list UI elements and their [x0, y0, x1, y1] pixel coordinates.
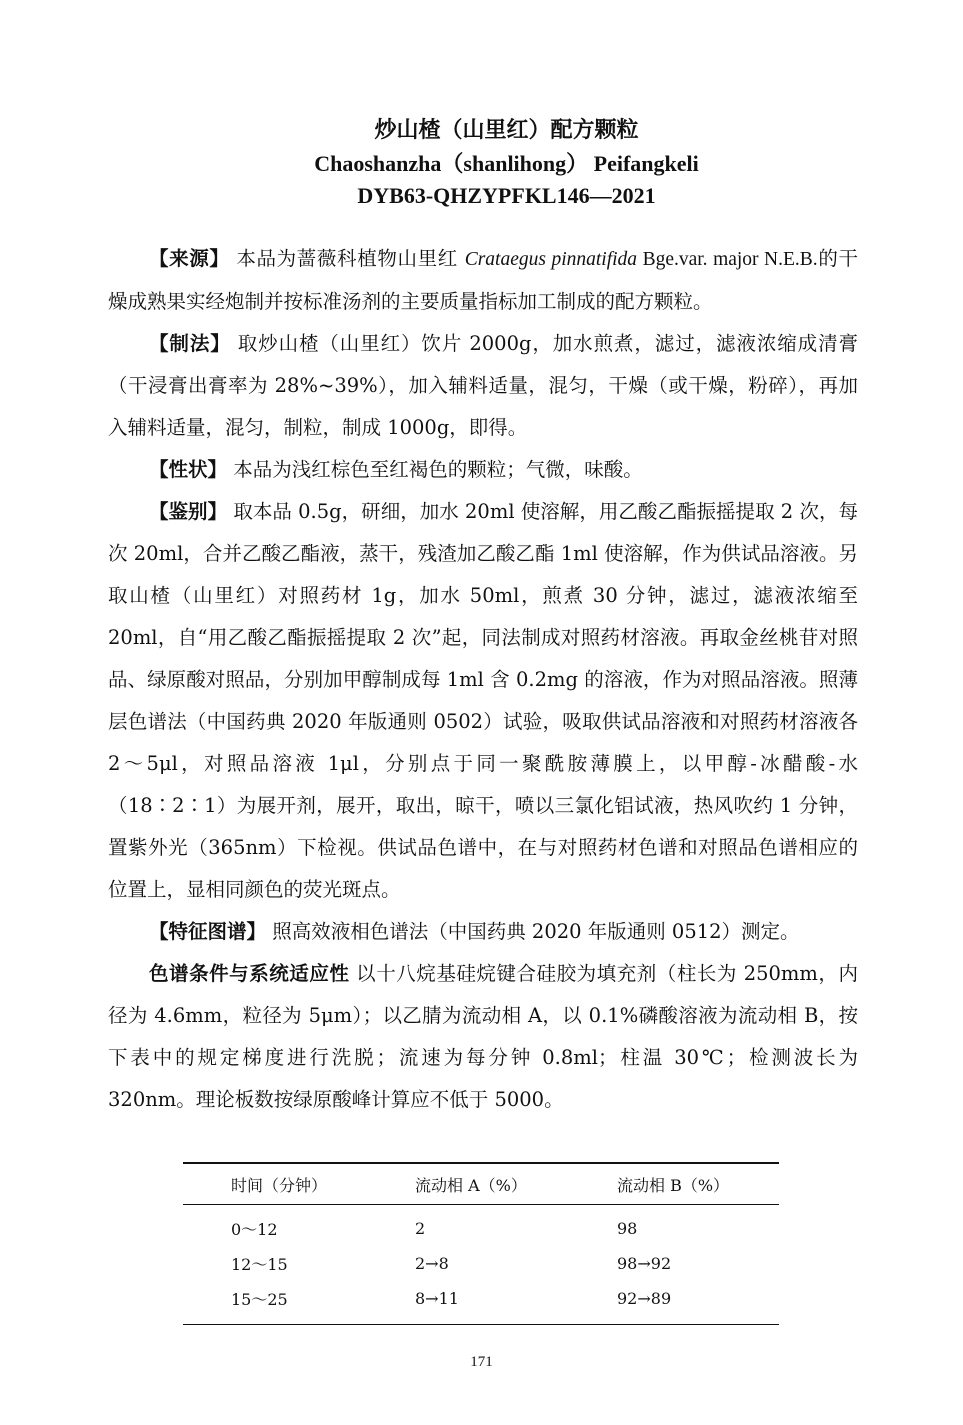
source-text-after: 的干燥成熟果实经炮制并按标准汤剂的主要质量指标加工制成的配方颗粒。: [108, 247, 858, 313]
source-paragraph: [108, 238, 858, 323]
title-chinese: 炒山楂（山里红）配方颗粒: [374, 118, 639, 143]
cell-phase-b: 92→89: [617, 1281, 779, 1325]
page-number: 171: [470, 1354, 493, 1370]
table-row: [183, 1281, 779, 1325]
cell-phase-a: 8→11: [415, 1281, 617, 1325]
standard-code: DYB63-QHZYPFKL146—2021: [357, 183, 656, 208]
source-text-before: 本品为蔷薇科植物山里红: [229, 247, 465, 270]
method-paragraph: [108, 323, 858, 449]
fingerprint-label: 【特征图谱】: [149, 920, 267, 943]
table-header-row: [183, 1163, 779, 1205]
source-label: 【来源】: [149, 247, 230, 270]
cell-phase-a: 2: [415, 1219, 426, 1238]
title-pinyin: Chaoshanzha（shanlihong） Peifangkeli: [314, 151, 699, 176]
method-label: 【制法】: [149, 332, 231, 355]
cell-phase-a: 2→8: [415, 1254, 449, 1273]
cell-time: 0～12: [231, 1220, 278, 1239]
latin-variety-name: Bge.var. major N.E.B.: [637, 249, 818, 270]
cell-phase-b: 98→92: [617, 1254, 672, 1273]
body-text: [108, 238, 858, 1121]
header-mobile-phase-a: 流动相 A（%）: [415, 1163, 617, 1205]
method-text: 取炒山楂（山里红）饮片 2000g，加水煎煮，滤过，滤液浓缩成清膏（干浸膏出膏率为 28%~39%），加入辅料适量，混匀，干燥（或干燥，粉碎），再加入辅料适量，混匀，制粒，制成 1000g，即得。: [108, 332, 858, 439]
fingerprint-text: 照高效液相色谱法（中国药典 2020 年版通则 0512）测定。: [266, 920, 800, 943]
identification-label: 【鉴别】: [149, 500, 228, 523]
header-mobile-phase-b: 流动相 B（%）: [617, 1163, 779, 1205]
latin-species-name: Crataegus pinnatifida: [464, 249, 638, 270]
cell-phase-b: 98: [617, 1219, 638, 1238]
table-row: [183, 1205, 779, 1247]
title-block: [0, 114, 963, 212]
properties-text: 本品为浅红棕色至红褐色的颗粒；气微，味酸。: [227, 458, 643, 481]
gradient-table: [183, 1162, 779, 1325]
table-row: [183, 1246, 779, 1281]
cell-time: 15～25: [183, 1281, 415, 1325]
chromatography-paragraph: [108, 953, 858, 1121]
cell-time: 12～15: [231, 1255, 288, 1274]
header-time: 时间（分钟）: [183, 1163, 415, 1205]
properties-label: 【性状】: [149, 458, 228, 481]
identification-paragraph: [108, 491, 858, 911]
properties-paragraph: [108, 449, 858, 491]
chromatography-text: 以十八烷基硅烷键合硅胶为填充剂（柱长为 250mm，内径为 4.6mm，粒径为 5μm）；以乙腈为流动相 A，以 0.1%磷酸溶液为流动相 B，按下表中的规定梯度进行洗脱；流速为每分钟 0.8ml；柱温 30℃；检测波长为 320nm。理论板数按绿原酸峰计算应不低于 5000。: [108, 962, 858, 1111]
gradient-table-container: [183, 1162, 779, 1325]
fingerprint-paragraph: [108, 911, 858, 953]
chromatography-label: 色谱条件与系统适应性: [149, 962, 350, 985]
identification-text: 取本品 0.5g，研细，加水 20ml 使溶解，用乙酸乙酯振摇提取 2 次，每次 20ml，合并乙酸乙酯液，蒸干，残渣加乙酸乙酯 1ml 使溶解，作为供试品溶液。另取山楂（山里红）对照药材 1g，加水 50ml，煎煮 30 分钟，滤过，滤液浓缩至 20ml，自“用乙酸乙酯振摇提取 2 次”起，同法制成对照药材溶液。再取金丝桃苷对照品、绿原酸对照品，分别加甲醇制成每 1ml 含 0.2mg 的溶液，作为对照品溶液。照薄层色谱法（中国药典 2020 年版通则 0502）试验，吸取供试品溶液和对照药材溶液各 2～5μl，对照品溶液 1μl，分别点于同一聚酰胺薄膜上，以甲醇-冰醋酸-水（18∶2∶1）为展开剂，展开，取出，晾干，喷以三氯化铝试液，热风吹约 1 分钟，置紫外光（365nm）下检视。供试品色谱中，在与对照药材色谱和对照品色谱相应的位置上，显相同颜色的荧光斑点。: [108, 500, 858, 901]
